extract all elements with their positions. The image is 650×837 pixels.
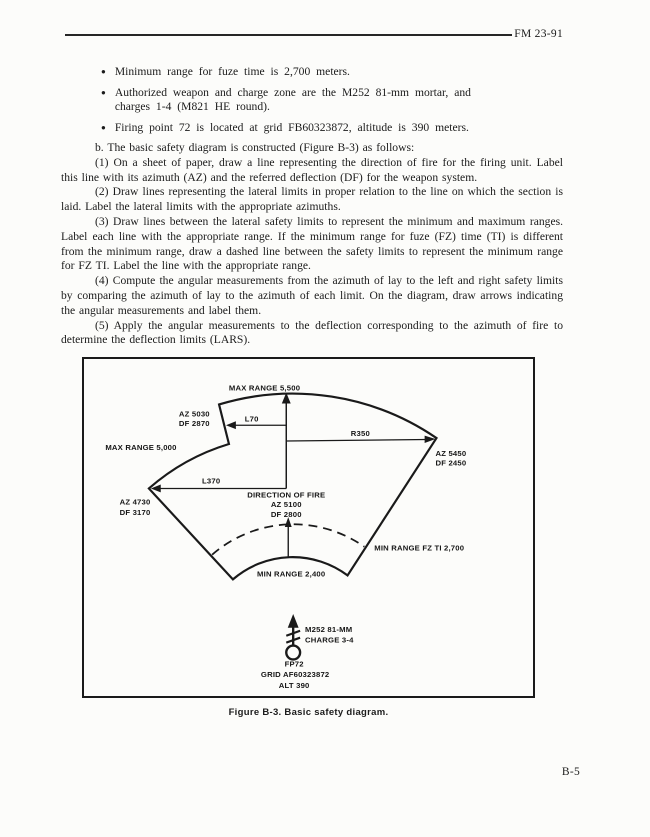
basic-safety-diagram: [84, 359, 533, 696]
bullet-icon: ●: [101, 87, 106, 97]
paragraph-1: (1) On a sheet of paper, draw a line representing the direction of fire for the firing unit. Label this line with its azimuth (AZ) and the referred deflection (DF) for the weapon system.: [61, 155, 563, 184]
weapon-label: M252 81-MM: [305, 624, 353, 634]
header-rule: [65, 34, 512, 36]
df-3170-label: DF 3170: [119, 508, 151, 518]
left-arrowhead-icon: [226, 421, 236, 429]
grid-label: GRID AF60323872: [260, 670, 330, 680]
max-range-5500-label: MAX RANGE 5,500: [228, 383, 301, 393]
min-range-fz-label: MIN RANGE FZ TI 2,700: [374, 543, 465, 553]
df-2450-label: DF 2450: [435, 458, 467, 468]
mortar-symbol-icon: [286, 614, 300, 659]
bullet-icon: ●: [101, 67, 106, 76]
r350-label: R350: [350, 429, 370, 439]
bullet-icon: ●: [101, 122, 106, 132]
fp72-label: FP72: [284, 659, 304, 669]
l370-label: L370: [201, 476, 221, 486]
paragraph-b: b. The basic safety diagram is constructed (Figure B-3) as follows:: [95, 141, 415, 154]
document-reference: FM 23-91: [514, 28, 563, 40]
az-5450-label: AZ 5450: [435, 448, 467, 458]
max-range-5000-label: MAX RANGE 5,000: [105, 442, 177, 452]
page-header: [65, 27, 563, 41]
paragraph-2: (2) Draw lines representing the lateral limits in proper relation to the line on which the section is laid. Label the lateral limits with the appropriate azimuths.: [61, 185, 563, 214]
paragraph-3: (3) Draw lines between the lateral safety limits to represent the minimum and maximum ranges. Label each line with the appropriate range. If the minimum range for fuze (FZ) time (TI) is different from the minimum range, draw a dashed line between the safety limits to represent the minimum range for FZ TI. Label the line with the appropriate range.: [61, 214, 563, 273]
l70-label: L70: [244, 414, 259, 424]
paragraph-4: (4) Compute the angular measurements from the azimuth of lay to the left and right safety limits by comparing the azimuth of lay to the azimuth of each limit. On the diagram, draw arrows indicating the angular measurements and label them.: [61, 274, 563, 317]
az-5030-label: AZ 5030: [178, 409, 210, 419]
page-number: B-5: [561, 766, 580, 778]
r350-arrow-line: [286, 440, 426, 441]
body-text: [61, 141, 563, 348]
df-2800-label: DF 2800: [270, 510, 302, 520]
df-2870-label: DF 2870: [178, 419, 210, 429]
paragraph-5: (5) Apply the angular measurements to the deflection corresponding to the azimuth of fire to determine the deflection limits (LARS).: [61, 318, 563, 347]
bullet-text: Firing point 72 is located at grid FB60323872, altitude is 390 meters.: [114, 120, 469, 134]
list-item: [101, 121, 503, 136]
bullet-text: Authorized weapon and charge zone are the M252 81-mm mortar, and charges 1-4 (M821 HE round).: [114, 85, 471, 114]
list-item: [101, 65, 503, 80]
list-item: [101, 86, 503, 115]
min-range-2400-label: MIN RANGE 2,400: [257, 569, 326, 579]
alt-label: ALT 390: [278, 681, 310, 691]
az-5100-label: AZ 5100: [270, 500, 302, 510]
az-4730-label: AZ 4730: [119, 497, 151, 507]
charge-label: CHARGE 3-4: [305, 635, 354, 645]
direction-of-fire-label: DIRECTION OF FIRE: [247, 490, 326, 500]
bullet-text: Minimum range for fuze time is 2,700 meters.: [114, 65, 350, 78]
figure-caption: Figure B-3. Basic safety diagram.: [228, 707, 389, 718]
bullet-list: [101, 65, 503, 141]
figure-b3-box: [82, 357, 535, 698]
